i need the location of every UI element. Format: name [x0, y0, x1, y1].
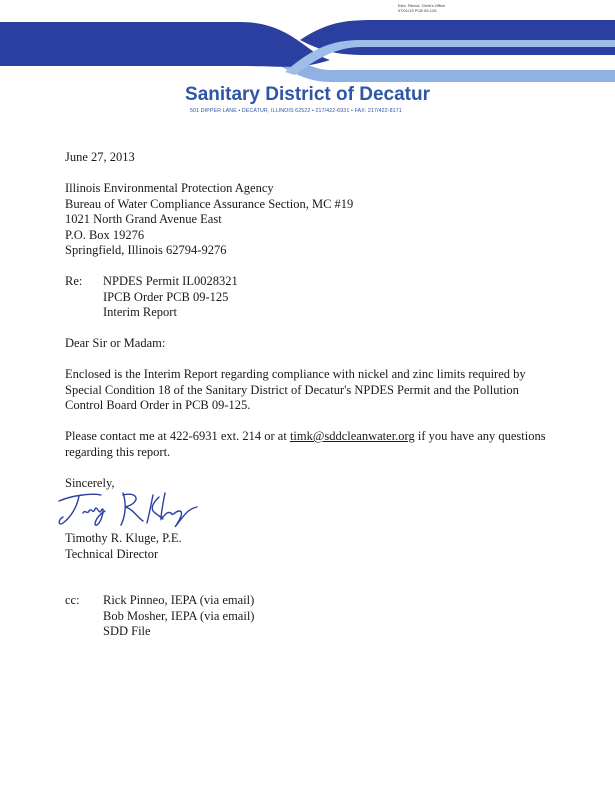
- closing: Sincerely,: [65, 475, 115, 490]
- letter-date: June 27, 2013: [65, 150, 135, 164]
- paragraph-line: Control Board Order in PCB 09-125.: [65, 398, 251, 412]
- cc-recipient: Rick Pinneo, IEPA (via email): [103, 593, 255, 607]
- cc-recipient: Bob Mosher, IEPA (via email): [103, 608, 255, 623]
- paragraph-line: Please contact me at 422-6931 ext. 214 or at timk@sddcleanwater.org if you have any questions: [65, 429, 546, 443]
- subject-line: IPCB Order PCB 09-125: [103, 289, 229, 304]
- salutation: Dear Sir or Madam:: [65, 336, 166, 350]
- subject-line: NPDES Permit IL0028321: [103, 274, 238, 288]
- swoosh-dark-band-right: [300, 20, 615, 55]
- swoosh-dark-band-left: [0, 22, 330, 67]
- paragraph-contact: [65, 429, 565, 460]
- stamp-line-1: Elec. Recvd. Clerk's Office: [398, 3, 446, 8]
- signer-name: Timothy R. Kluge, P.E.: [65, 531, 182, 545]
- cc-label: cc:: [65, 593, 80, 607]
- recipient-line: 1021 North Grand Avenue East: [65, 212, 222, 226]
- subject-line: Interim Report: [103, 305, 177, 319]
- recipient-line: Springfield, Illinois 62794-9276: [65, 243, 227, 257]
- handwritten-signature: [53, 487, 565, 531]
- organization-name: Sanitary District of Decatur: [185, 84, 430, 105]
- signer-title: Technical Director: [65, 546, 159, 561]
- email-link[interactable]: timk@sddcleanwater.org: [289, 429, 415, 443]
- stamp-line-2: 07/01/13 PCB 09-125: [398, 8, 437, 13]
- subject-block: [65, 274, 565, 321]
- paragraph-line: Special Condition 18 of the Sanitary District of Decatur's NPDES Permit and the Pollution: [65, 382, 519, 397]
- signature-icon: [53, 487, 203, 531]
- paragraph-enclosure: [65, 367, 565, 414]
- recipient-line: P.O. Box 19276: [65, 227, 145, 242]
- letter-body: [53, 150, 565, 640]
- recipient-address: [65, 181, 565, 259]
- cc-recipient: SDD File: [103, 624, 151, 638]
- cc-block: [65, 593, 565, 640]
- organization-address: 501 DIPPER LANE • DECATUR, ILLINOIS 62522 • 217/422-6931 • FAX: 217/422-8171: [190, 108, 402, 114]
- swoosh-light-accent: [285, 40, 615, 75]
- paragraph-line: regarding this report.: [65, 444, 171, 459]
- recipient-line: Illinois Environmental Protection Agency: [65, 181, 274, 195]
- paragraph-line: Enclosed is the Interim Report regarding compliance with nickel and zinc limits required by: [65, 367, 526, 381]
- recipient-line: Bureau of Water Compliance Assurance Section, MC #19: [65, 196, 354, 211]
- subject-label: Re:: [65, 274, 83, 288]
- svg-text:Timothy R. Kluge: Timothy R. Kluge: [53, 487, 61, 488]
